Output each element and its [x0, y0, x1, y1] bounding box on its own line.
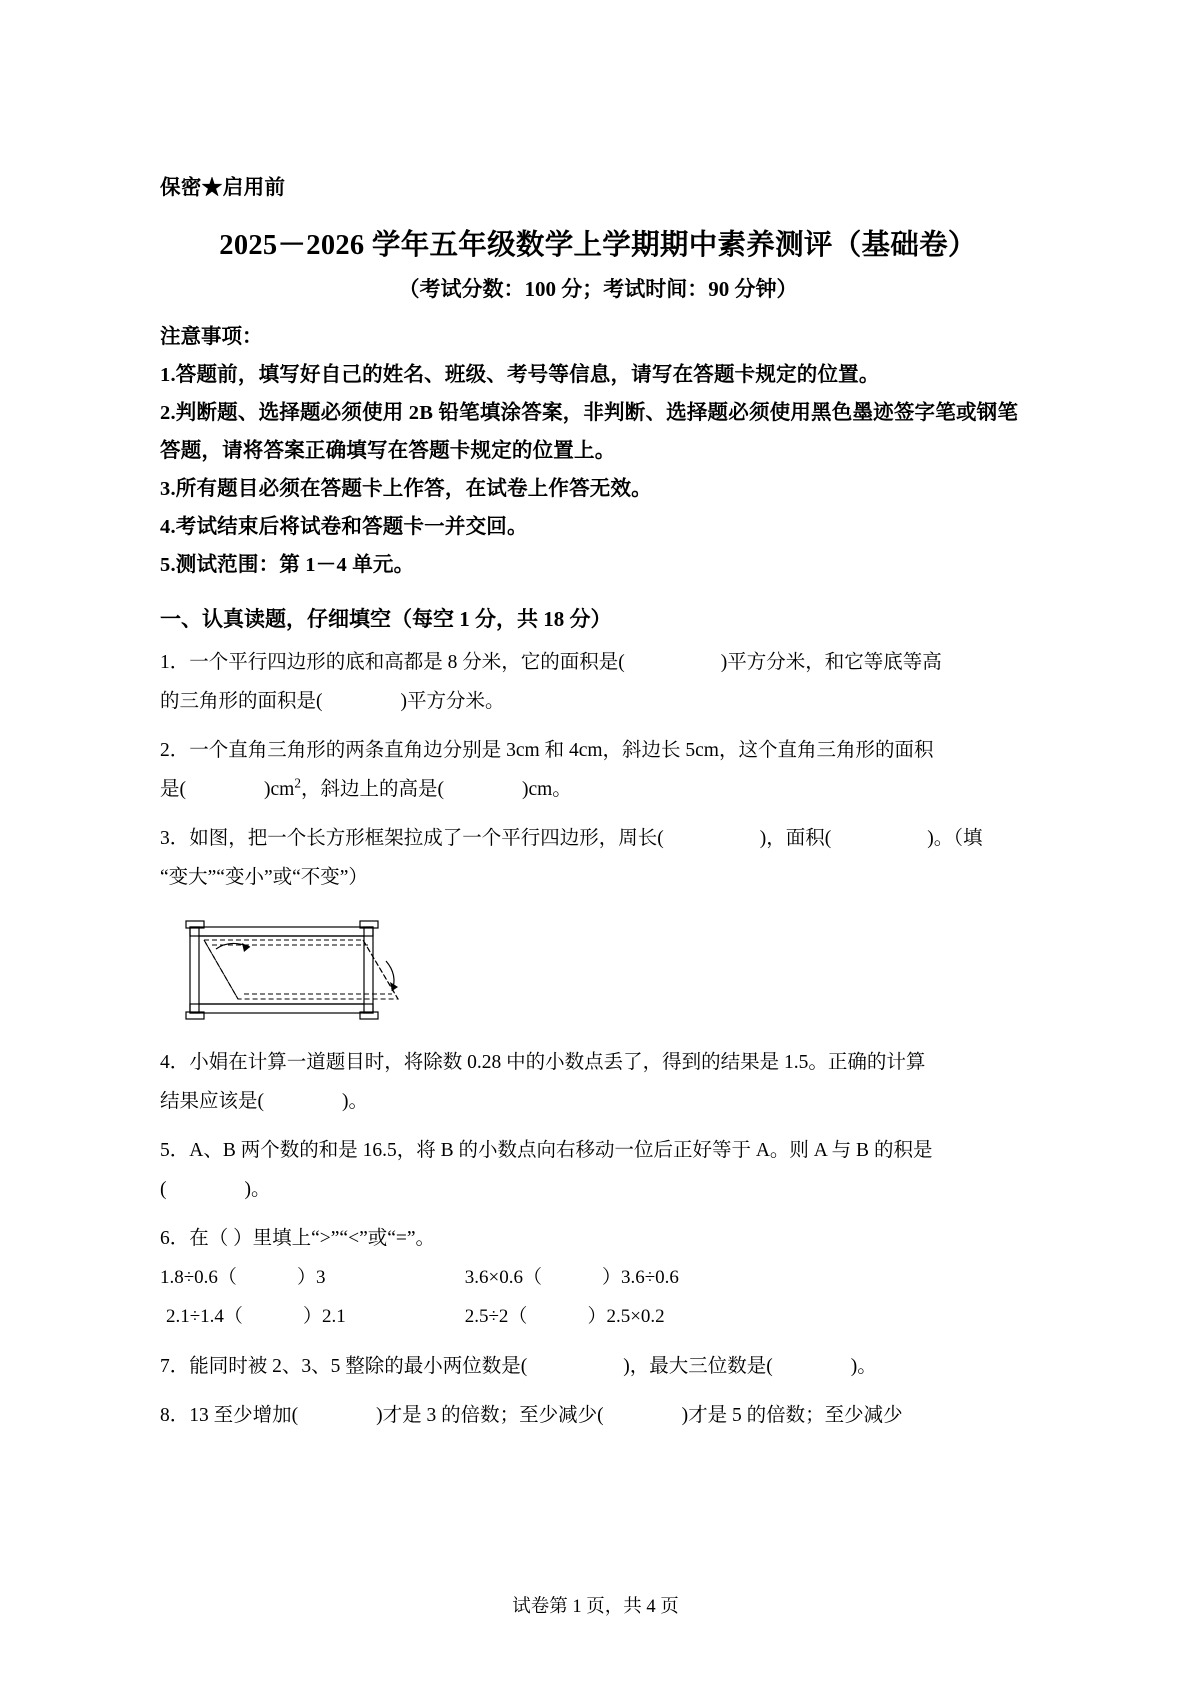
question-3-line2: “变大”“变小”或“不变”）: [160, 866, 368, 888]
notice-item-3: 3.所有题目必须在答题卡上作答，在试卷上作答无效。: [160, 477, 652, 500]
question-8-part-c: )才是 5 的倍数；至少减少: [681, 1405, 903, 1427]
notice-item-2: 2.判断题、选择题必须使用 2B 铅笔填涂答案，非判断、选择题必须使用黑色墨迹签字笔或钢笔答题，请将答案正确填写在答题卡规定的位置上。: [160, 401, 1019, 462]
section-heading-fill-in-blanks: 一、认真读题，仔细填空（每空 1 分，共 18 分）: [160, 606, 612, 631]
question-6-row-2: [160, 1297, 1036, 1337]
compare-left: 3.6×0.6（: [464, 1266, 542, 1288]
compare-right: ）2.1: [302, 1306, 346, 1328]
page-title: 2025－2026 学年五年级数学上学期期中素养测评（基础卷）: [219, 230, 977, 261]
question-1-line1-part-a: 1．一个平行四边形的底和高都是 8 分米，它的面积是(: [160, 651, 625, 673]
secret-label: 保密★启用前: [160, 177, 286, 199]
compare-item: [160, 1258, 460, 1298]
question-7-part-c: )。: [850, 1356, 877, 1378]
question-1-line2-part-a: 的三角形的面积是(: [160, 690, 323, 712]
question-1-line2-part-b: )平方分米。: [400, 690, 505, 712]
question-1-line1-part-b: )平方分米，和它等底等高: [720, 651, 942, 673]
question-3-line1-part-b: )，面积(: [759, 827, 832, 849]
question-8-part-b: )才是 3 的倍数；至少减少(: [376, 1405, 604, 1427]
question-6-row-1: [160, 1258, 1036, 1298]
compare-item: [465, 1297, 665, 1337]
compare-left: 1.8÷0.6（: [160, 1266, 237, 1288]
question-4-line2: [160, 1082, 1036, 1121]
question-5-line2-part-b: )。: [244, 1178, 271, 1200]
exam-subtitle: （考试分数：100 分；考试时间：90 分钟）: [398, 277, 798, 301]
question-4-line2-part-b: )。: [342, 1090, 368, 1112]
question-6: [160, 1219, 1036, 1258]
question-7-part-a: 7．能同时被 2、3、5 整除的最小两位数是(: [160, 1356, 528, 1378]
question-3-figure: [160, 913, 1036, 1033]
question-5-line2-part-a: (: [160, 1178, 167, 1200]
question-4-line2-part-a: 结果应该是(: [160, 1090, 264, 1112]
question-2: [160, 731, 1036, 770]
question-5-line2: [160, 1170, 1036, 1209]
notice-item-4: 4.考试结束后将试卷和答题卡一并交回。: [160, 515, 528, 538]
notice-heading: 注意事项：: [160, 326, 263, 348]
question-1: [160, 643, 1036, 682]
question-6-prompt: 6．在（ ）里填上“>”“<”或“=”。: [160, 1227, 436, 1249]
compare-item: [465, 1258, 679, 1298]
question-8-part-a: 8．13 至少增加(: [160, 1405, 299, 1427]
question-5: [160, 1131, 1036, 1170]
question-7-part-b: )，最大三位数是(: [623, 1356, 773, 1378]
compare-left: 2.5÷2（: [464, 1306, 528, 1328]
compare-item: [166, 1297, 460, 1337]
question-7: [160, 1347, 1036, 1386]
question-1-line2: [160, 682, 1036, 721]
rectangle-to-parallelogram-frame-figure: [168, 913, 428, 1028]
question-3-line1-part-a: 3．如图，把一个长方形框架拉成了一个平行四边形，周长(: [160, 827, 664, 849]
question-2-line2-part-a: 是(: [160, 778, 186, 800]
compare-left: 2.1÷1.4（: [166, 1306, 243, 1328]
question-8: [160, 1396, 1036, 1435]
question-4: [160, 1043, 1036, 1082]
question-2-line2-part-c: ，斜边上的高是(: [300, 778, 444, 800]
question-2-line1: 2．一个直角三角形的两条直角边分别是 3cm 和 4cm，斜边长 5cm，这个直角三角形的面积: [160, 739, 934, 761]
question-4-line1: 4．小娟在计算一道题目时，将除数 0.28 中的小数点丢了，得到的结果是 1.5。正确的计算: [160, 1051, 926, 1073]
question-3: [160, 819, 1036, 858]
question-3-line1-part-c: )。（填: [927, 827, 983, 849]
page-footer: 试卷第 1 页，共 4 页: [512, 1597, 679, 1617]
compare-right: ）3.6÷0.6: [601, 1266, 679, 1288]
question-2-line2-part-b: )cm: [264, 778, 295, 800]
notice-item-5: 5.测试范围：第 1－4 单元。: [160, 553, 415, 576]
notice-item-1: 1.答题前，填写好自己的姓名、班级、考号等信息，请写在答题卡规定的位置。: [160, 364, 880, 386]
compare-right: ）3: [296, 1266, 326, 1288]
page-content: [160, 170, 1036, 1435]
compare-right: ）2.5×0.2: [587, 1306, 665, 1328]
question-2-line2: [160, 770, 1036, 809]
question-2-exponent: 2: [294, 775, 301, 791]
question-2-line2-part-d: )cm。: [521, 778, 572, 800]
question-5-line1: 5．A、B 两个数的和是 16.5，将 B 的小数点向右移动一位后正好等于 A。则 A 与 B 的积是: [160, 1139, 933, 1161]
